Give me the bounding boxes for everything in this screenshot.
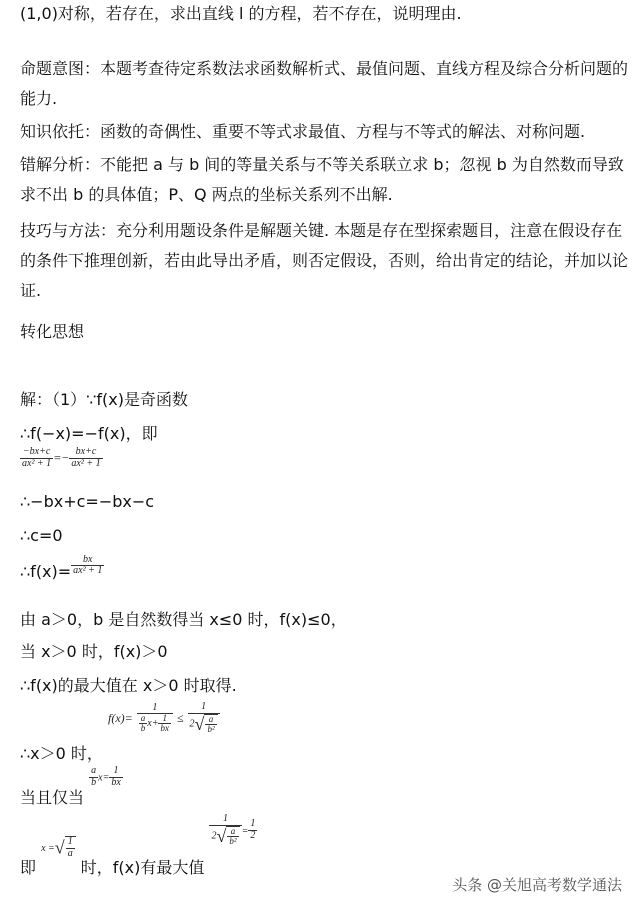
solution-step-12: 即 x =√ $\frac{1}{a}$ 时，f(x)有最大值 1 2√ $\frac{a}{\text{b²}}$ = $\frac{1}{2}$ xyxy=(20,813,256,877)
solution-step-1: 解：（1）∵f(x)是奇函数 xyxy=(20,390,188,409)
solution-step-8: 当 x＞0 时，f(x)＞0 xyxy=(20,642,168,661)
math-inequality: f(x)= 1 $\frac{a}{b}$ x+ $\frac{1}{bx}$ ≤ 1 2√ $\frac{a}{\text{b²}}$ xyxy=(108,702,220,734)
math-fraction: $\frac{bx}{\text{ax² + 1}}$ xyxy=(73,553,103,576)
math-fraction: $\frac{bx+c}{\text{ax² + 1}}$ xyxy=(71,446,101,469)
solution-step-2: ∴f(−x)=−f(x)，即 xyxy=(20,424,158,443)
text-knowledge: 知识依托：函数的奇偶性、重要不等式求最值、方程与不等式的解法、对称问题. xyxy=(20,122,586,141)
solution-step-10: ∴x＞0 时， xyxy=(20,744,103,763)
math-fraction: $\frac{-bx+c}{\text{ax² + 1}}$ xyxy=(22,446,52,469)
solution-step-5: ∴c=0 xyxy=(20,526,63,545)
solution-step-7: 由 a＞0，b 是自然数得当 x≤0 时，f(x)≤0， xyxy=(20,610,347,629)
solution-step-6: ∴f(x)= $\frac{bx}{\text{ax² + 1}}$ xyxy=(20,553,103,581)
math-equality-condition: $\frac{a}{b}$ x= $\frac{1}{bx}$ xyxy=(91,765,121,788)
watermark-text: 头条 @关旭高考数学通法 xyxy=(448,872,626,897)
math-max-value: 1 2√ $\frac{a}{\text{b²}}$ = $\frac{1}{2}$ xyxy=(211,813,256,846)
math-odd-equation: $\frac{-bx+c}{\text{ax² + 1}}$ =− $\frac{bx+c}{\text{ax² + 1}}$ xyxy=(22,446,101,469)
math-fraction: 1 2√ $\frac{a}{\text{b²}}$ xyxy=(188,702,220,734)
solution-step-9: ∴f(x)的最大值在 x＞0 时取得. xyxy=(20,676,237,695)
text-line-condition: (1,0)对称，若存在，求出直线 l 的方程，若不存在，说明理由. xyxy=(20,4,462,23)
text-transform: 转化思想 xyxy=(20,322,85,341)
text-intent: 命题意图：本题考查待定系数法求函数解析式、最值问题、直线方程及综合分析问题的能力. xyxy=(20,59,629,108)
math-x-value: x =√ $\frac{1}{a}$ xyxy=(41,836,76,859)
math-fraction: 1 $\frac{a}{b}$ x+ $\frac{1}{bx}$ xyxy=(137,703,173,734)
solution-step-11: 当且仅当 $\frac{a}{b}$ x= $\frac{1}{bx}$ xyxy=(20,765,121,807)
text-error-analysis: 错解分析：不能把 a 与 b 间的等量关系与不等关系联立求 b；忽视 b 为自然数而导致求不出 b 的具体值；P、Q 两点的坐标关系列不出解. xyxy=(20,155,624,204)
solution-step-4: ∴−bx+c=−bx−c xyxy=(20,492,155,511)
text-technique: 技巧与方法：充分利用题设条件是解题关键. 本题是存在型探索题目，注意在假设存在的条件下推理创新，若由此导出矛盾，则否定假设，否则，给出肯定的结论，并加以论证. xyxy=(20,221,629,300)
